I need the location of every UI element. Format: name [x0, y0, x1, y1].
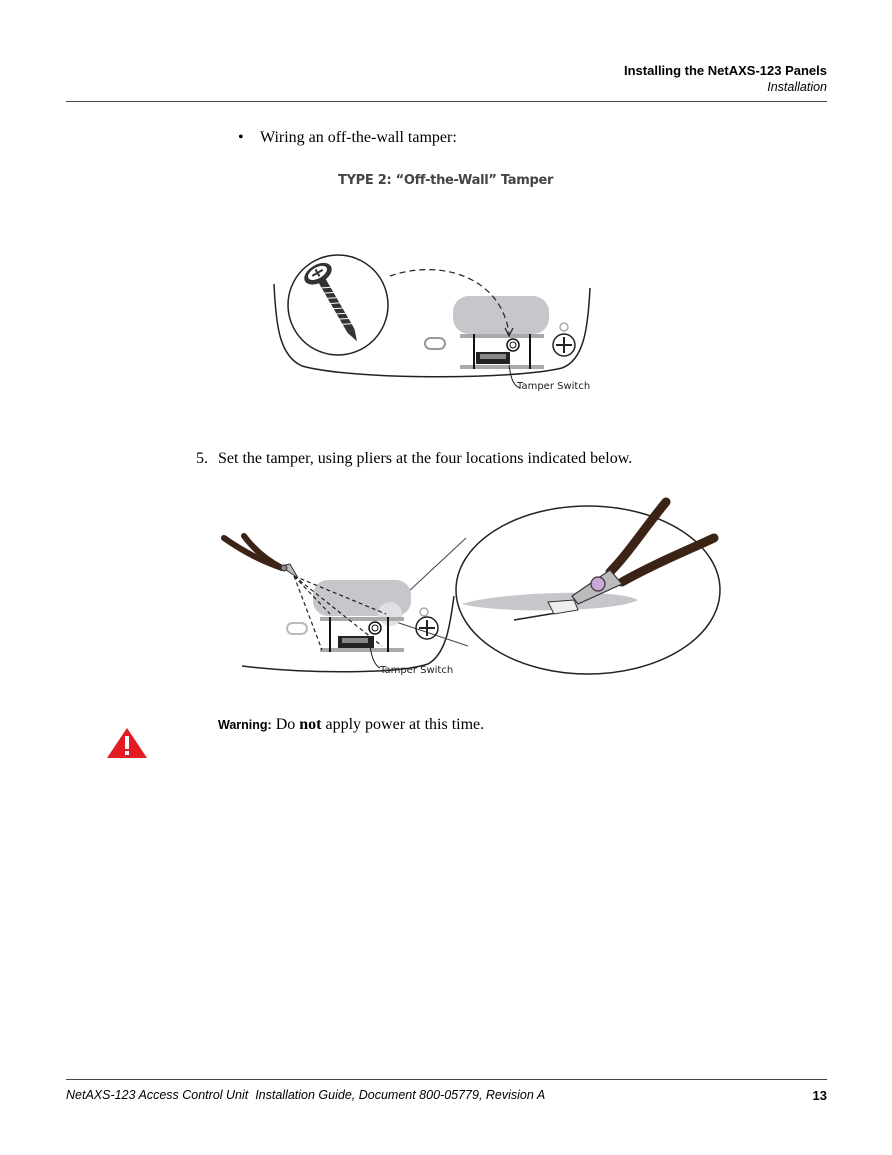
- footer-text: NetAXS-123 Access Control Unit Installation Guide, Document 800-05779, Revision A: [66, 1088, 546, 1102]
- figure1-title: TYPE 2: “Off-the-Wall” Tamper: [338, 173, 554, 188]
- footer-rule: [66, 1079, 827, 1080]
- warning-icon: [106, 727, 148, 759]
- figure1-illustration: [262, 248, 602, 400]
- warning-label: Warning:: [218, 718, 272, 732]
- header-subtitle: Installation: [767, 80, 827, 94]
- warning-emphasis: not: [299, 716, 322, 733]
- bullet-text: Wiring an off-the-wall tamper:: [260, 129, 457, 146]
- warning-text-before: Do: [271, 716, 300, 733]
- step-number: 5.: [196, 450, 208, 467]
- header-title: Installing the NetAXS-123 Panels: [623, 63, 827, 78]
- figure2-illustration: [218, 496, 724, 680]
- figure1-callout-tamper-switch: Tamper Switch: [517, 381, 591, 392]
- warning-text: [218, 716, 484, 734]
- bullet-marker: •: [238, 129, 244, 146]
- step-text: Set the tamper, using pliers at the four locations indicated below.: [218, 450, 633, 467]
- header-rule: [66, 101, 827, 102]
- figure2-callout-tamper-switch: Tamper Switch: [380, 665, 454, 676]
- page-number: 13: [812, 1088, 827, 1103]
- warning-text-after: apply power at this time.: [321, 716, 485, 733]
